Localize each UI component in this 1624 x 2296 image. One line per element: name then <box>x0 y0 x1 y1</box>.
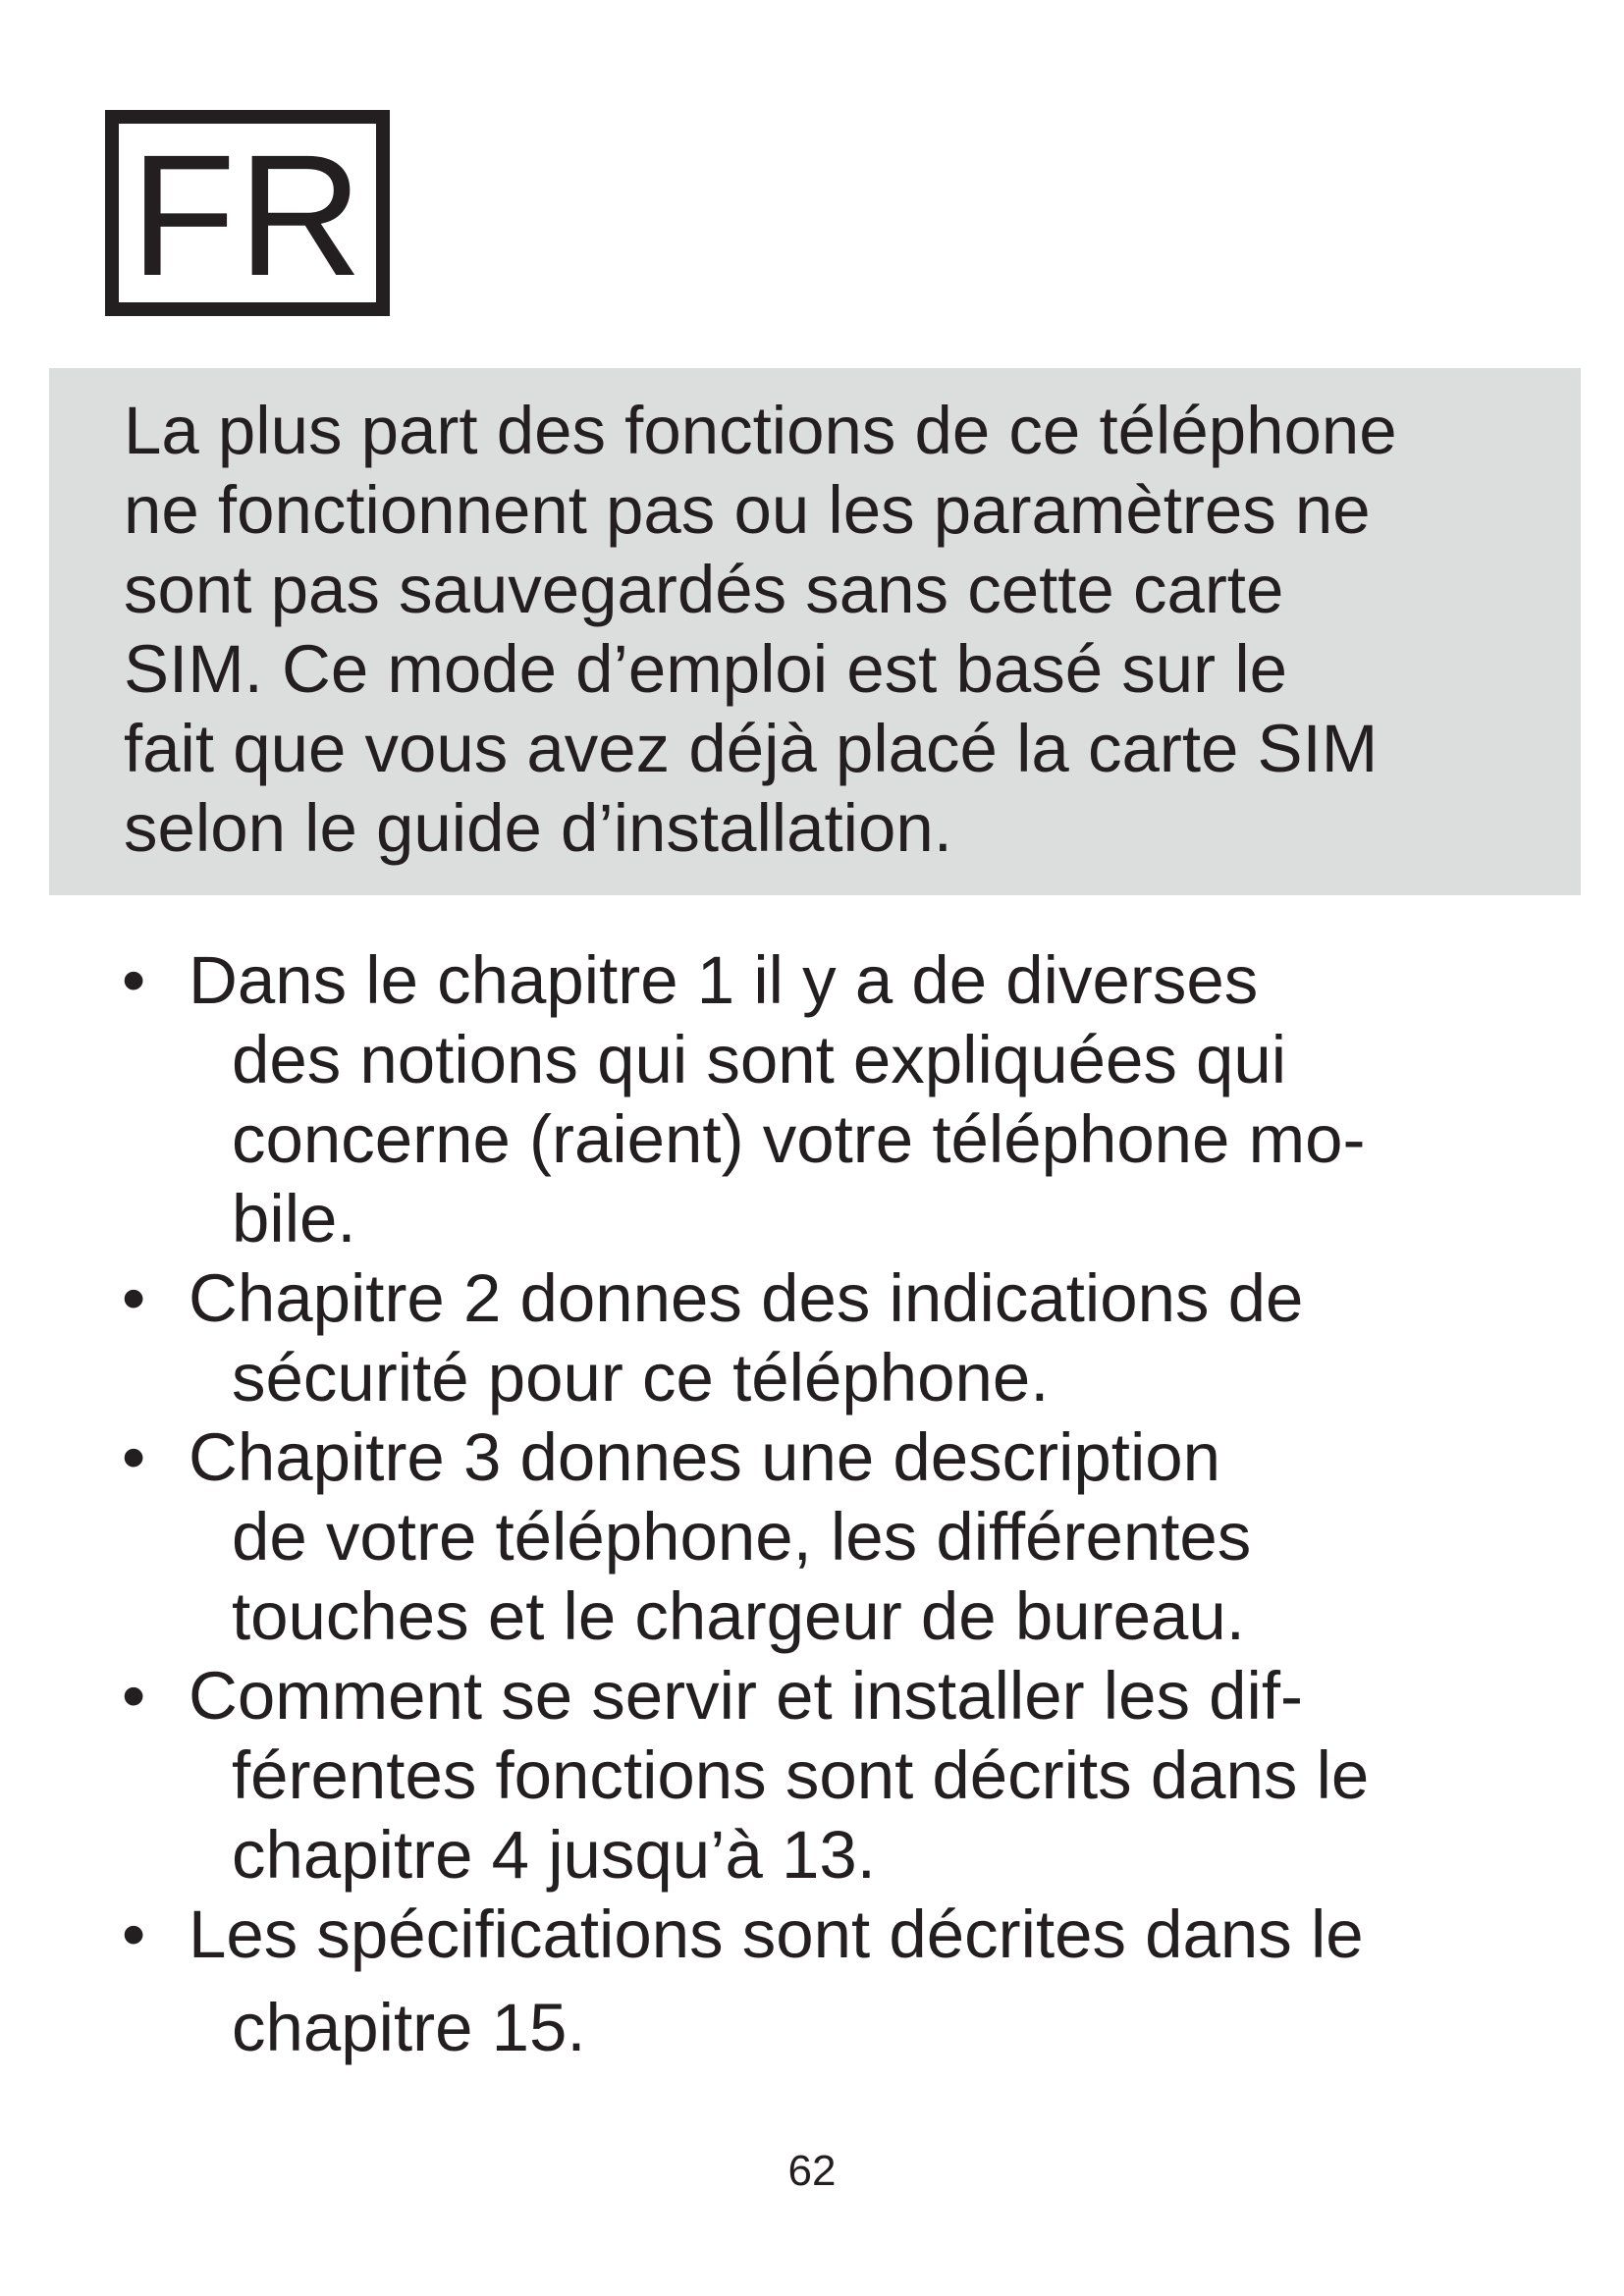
list-item-line: sécurité pour ce téléphone. <box>232 1340 1050 1415</box>
sim-notice-box <box>49 368 1581 895</box>
list-item <box>118 940 1532 1258</box>
list-item-line: bile. <box>232 1181 356 1256</box>
list-item-line: Chapitre 2 donnes des indications de <box>189 1260 1304 1336</box>
list-item-line: concerne (raient) votre téléphone mo- <box>232 1101 1366 1177</box>
language-badge <box>105 110 390 316</box>
page-number: 62 <box>787 2147 837 2195</box>
list-item-line: chapitre 4 jusqu’à 13. <box>232 1817 876 1893</box>
list-item-line: chapitre 15. <box>232 1990 586 2065</box>
list-item <box>118 1656 1532 1895</box>
bullet-icon: • <box>122 1658 146 1734</box>
list-item-line: Dans le chapitre 1 il y a de diverses <box>189 942 1259 1018</box>
notice-line: sont pas sauvegardés sans cette carte <box>124 552 1284 627</box>
notice-line: selon le guide d’installation. <box>124 790 952 866</box>
list-item-line: Chapitre 3 donnes une description <box>189 1419 1221 1495</box>
list-item <box>118 1258 1532 1417</box>
chapter-overview-list <box>118 940 1532 2067</box>
bullet-icon: • <box>122 1260 146 1336</box>
list-item <box>118 1895 1532 2067</box>
notice-line: fait que vous avez déjà placé la carte SIM <box>124 711 1379 786</box>
bullet-icon: • <box>122 1419 146 1495</box>
notice-line: ne fonctionnent pas ou les paramètres ne <box>124 472 1371 548</box>
list-item-line: férentes fonctions sont décrits dans le <box>232 1737 1370 1813</box>
list-item-line: touches et le chargeur de bureau. <box>232 1578 1245 1654</box>
notice-line: La plus part des fonctions de ce téléphone <box>124 393 1397 468</box>
bullet-icon: • <box>122 942 146 1018</box>
list-item <box>118 1417 1532 1656</box>
notice-line: SIM. Ce mode d’emploi est basé sur le <box>124 631 1288 707</box>
language-badge-label: FR <box>130 120 365 312</box>
list-item-line: des notions qui sont expliquées qui <box>232 1022 1287 1097</box>
list-item-line: de votre téléphone, les différentes <box>232 1499 1252 1575</box>
list-item-line: Les spécifications sont décrites dans le <box>189 1896 1364 1972</box>
bullet-icon: • <box>122 1896 146 1972</box>
list-item-line: Comment se servir et installer les dif- <box>189 1658 1303 1734</box>
